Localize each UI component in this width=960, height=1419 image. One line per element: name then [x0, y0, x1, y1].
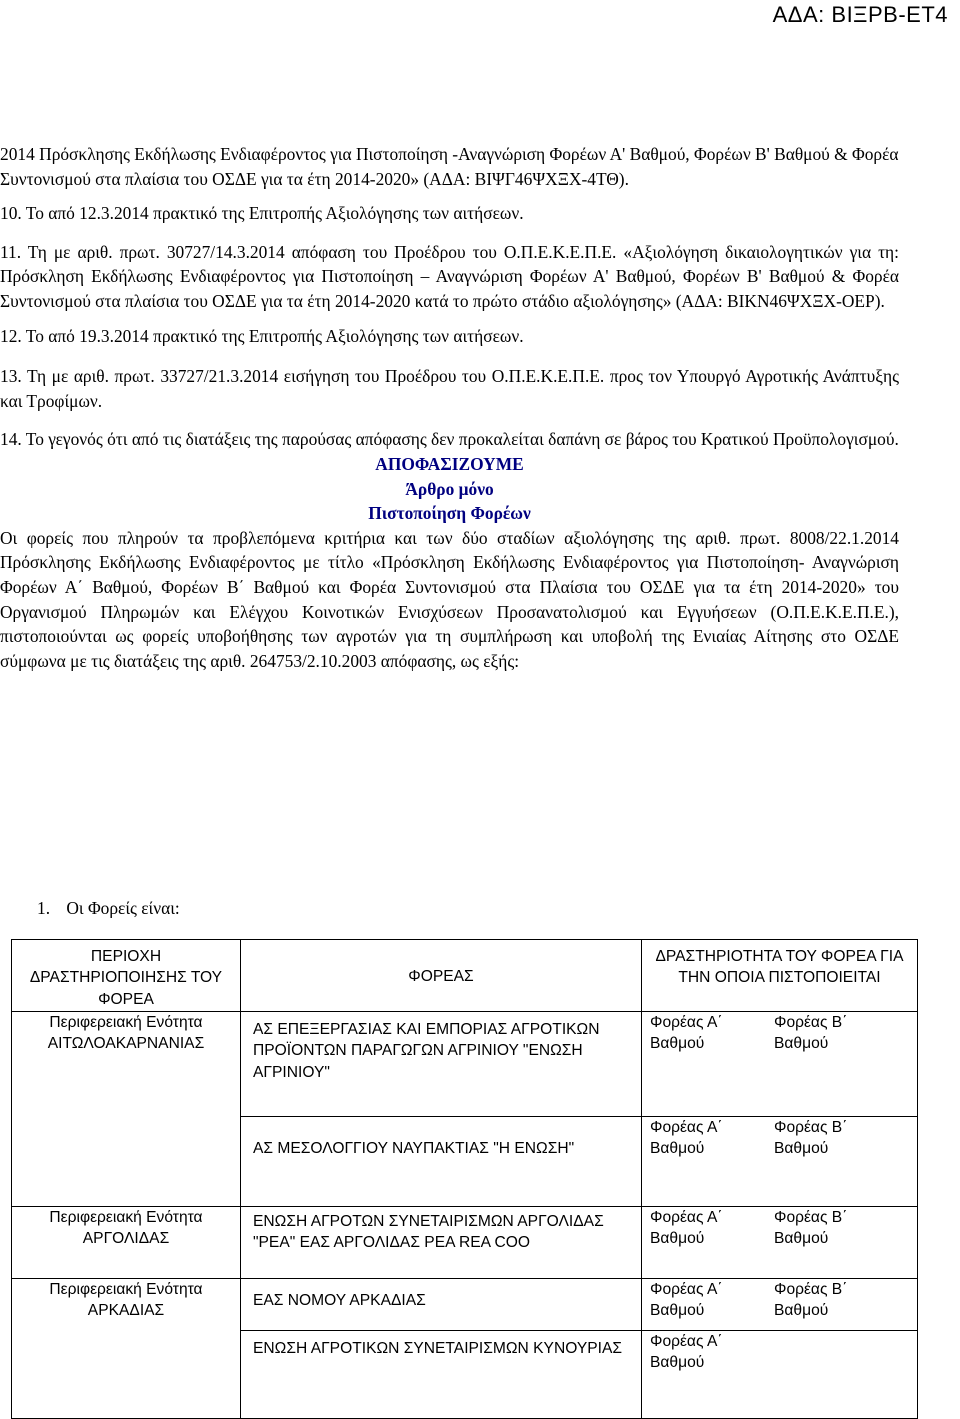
activity-b: Φορέας Β΄ Βαθμού: [774, 1014, 848, 1053]
activity-b: Φορέας Β΄ Βαθμού: [774, 1119, 848, 1158]
activity-cell: [642, 1012, 918, 1117]
certification-title: Πιστοποίηση Φορέων: [368, 503, 531, 524]
organization-cell: ΑΣ ΕΠΕΞΕΡΓΑΣΙΑΣ ΚΑΙ ΕΜΠΟΡΙΑΣ ΑΓΡΟΤΙΚΩΝ ΠΡΟΪΟΝΤΩΝ ΠΑΡΑΓΩΓΩΝ ΑΓΡΙΝΙΟΥ "ΕΝΩΣΗ ΑΓΡΙΝΙΟΥ": [241, 1012, 642, 1117]
header-activity: ΔΡΑΣΤΗΡΙΟΤΗΤΑ ΤΟΥ ΦΟΡΕΑ ΓΙΑ ΤΗΝ ΟΠΟΙΑ ΠΙΣΤΟΠΟΙΕΙΤΑΙ: [642, 940, 918, 1012]
decide-title: ΑΠΟΦΑΣΙΖΟΥΜΕ: [375, 453, 524, 474]
list-item-1: [37, 898, 180, 919]
table-row: [12, 1012, 918, 1117]
activity-a: Φορέας Α΄ Βαθμού: [650, 1209, 723, 1248]
activity-a: Φορέας Α΄ Βαθμού: [650, 1281, 723, 1320]
list-text: Οι Φορείς είναι:: [66, 898, 180, 918]
organization-cell: ΕΝΩΣΗ ΑΓΡΟΤΙΚΩΝ ΣΥΝΕΤΑΙΡΙΣΜΩΝ ΚΥΝΟΥΡΙΑΣ: [241, 1331, 642, 1419]
activity-b: Φορέας Β΄ Βαθμού: [774, 1281, 848, 1320]
organization-cell: ΕΑΣ ΝΟΜΟΥ ΑΡΚΑΔΙΑΣ: [241, 1279, 642, 1331]
organizations-table: [11, 939, 918, 1419]
document-ada-code: ΑΔΑ: ΒΙΞΡΒ-ΕΤ4: [772, 2, 948, 27]
activity-b: [770, 1331, 894, 1374]
activity-cell: [642, 1117, 918, 1207]
header-organization: ΦΟΡΕΑΣ: [241, 940, 642, 1012]
activity-cell: [642, 1279, 918, 1331]
paragraph-11: 11. Τη με αριθ. πρωτ. 30727/14.3.2014 απόφαση του Προέδρου του Ο.Π.Ε.Κ.Ε.Π.Ε. «Αξιολόγηση δικαιολογητικών για τη: Πρόσκληση Εκδήλωσης Ενδιαφέροντος για Πιστοποίηση – Αναγνώριση Φορέων Α' Βαθμού, Φορέων Β' Βαθμού & Φορέα Συντονισμού στα πλαίσια του ΟΣΔΕ για τα έτη 2014-2020 κατά το πρώτο στάδιο αξιολόγησης» (ΑΔΑ: ΒΙΚΝ46ΨΧΞΧ-ΟΕΡ).: [0, 241, 899, 311]
document-body: [0, 142, 899, 673]
activity-b: Φορέας Β΄ Βαθμού: [774, 1209, 848, 1248]
list-number: 1.: [37, 898, 51, 918]
region-cell: Περιφερειακή Ενότητα ΑΙΤΩΛΟΑΚΑΡΝΑΝΙΑΣ: [12, 1012, 241, 1207]
activity-a: Φορέας Α΄ Βαθμού: [650, 1014, 723, 1053]
organization-cell: ΑΣ ΜΕΣΟΛΟΓΓΙΟΥ ΝΑΥΠΑΚΤΙΑΣ "Η ΕΝΩΣΗ": [241, 1117, 642, 1207]
header-region: ΠΕΡΙΟΧΗ ΔΡΑΣΤΗΡΙΟΠΟΙΗΣΗΣ ΤΟΥ ΦΟΡΕΑ: [12, 940, 241, 1012]
table-row: [12, 1279, 918, 1331]
region-cell: Περιφερειακή Ενότητα ΑΡΓΟΛΙΔΑΣ: [12, 1207, 241, 1279]
table-header-row: [12, 940, 918, 1012]
paragraph-10: 10. Το από 12.3.2014 πρακτικό της Επιτροπής Αξιολόγησης των αιτήσεων.: [0, 203, 524, 224]
article-title: Άρθρο μόνο: [405, 478, 494, 499]
paragraph-12: 12. Το από 19.3.2014 πρακτικό της Επιτροπής Αξιολόγησης των αιτήσεων.: [0, 325, 524, 346]
activity-cell: [642, 1207, 918, 1279]
activity-a: Φορέας Α΄ Βαθμού: [650, 1119, 723, 1158]
main-paragraph: Οι φορείς που πληρούν τα προβλεπόμενα κριτήρια και των δύο σταδίων αξιολόγησης της αριθ. πρωτ. 8008/22.1.2014 Πρόσκλησης Εκδήλωσης Ενδιαφέροντος με τίτλο «Πρόσκληση Εκδήλωσης Ενδιαφέροντος για Πιστοποίηση- Αναγνώριση Φορέων Α΄ Βαθμού, Φορέων Β΄ Βαθμού και Φορέα Συντονισμού στα Πλαίσια του ΟΣΔΕ για τα έτη 2014-2020» του Οργανισμού Πληρωμών και Ελέγχου Κοινοτικών Ενισχύσεων Προσανατολισμού και Εγγυήσεων (Ο.Π.Ε.Κ.Ε.Π.Ε.), πιστοποιούνται ως φορείς υποβοήθησης των αγροτών για τη συμπλήρωση και υποβολή της Ενιαίας Αίτησης στο ΟΣΔΕ σύμφωνα με τις διατάξεις της αριθ. 264753/2.10.2003 απόφασης, ως εξής:: [0, 527, 899, 671]
paragraph-13: 13. Τη με αριθ. πρωτ. 33727/21.3.2014 εισήγηση του Προέδρου του Ο.Π.Ε.Κ.Ε.Π.Ε. προς τον Υπουργό Αγροτικής Ανάπτυξης και Τροφίμων.: [0, 366, 899, 411]
organization-cell: ΕΝΩΣΗ ΑΓΡΟΤΩΝ ΣΥΝΕΤΑΙΡΙΣΜΩΝ ΑΡΓΟΛΙΔΑΣ "ΡΕΑ" ΕΑΣ ΑΡΓΟΛΙΔΑΣ ΡΕΑ REA COO: [241, 1207, 642, 1279]
activity-cell: [642, 1331, 918, 1419]
intro-paragraph: 2014 Πρόσκλησης Εκδήλωσης Ενδιαφέροντος για Πιστοποίηση -Αναγνώριση Φορέων Α' Βαθμού, Φορέων Β' Βαθμού & Φορέα Συντονισμού στα πλαίσια του ΟΣΔΕ για τα έτη 2014-2020» (ΑΔΑ: ΒΙΨΓ46ΨΧΞΧ-4ΤΘ).: [0, 144, 899, 189]
activity-a: Φορέας Α΄ Βαθμού: [650, 1333, 723, 1372]
paragraph-14: 14. Το γεγονός ότι από τις διατάξεις της παρούσας απόφασης δεν προκαλείται δαπάνη σε βάρος του Κρατικού Προϋπολογισμού.: [0, 429, 899, 450]
table-row: [12, 1207, 918, 1279]
region-cell: Περιφερειακή Ενότητα ΑΡΚΑΔΙΑΣ: [12, 1279, 241, 1419]
